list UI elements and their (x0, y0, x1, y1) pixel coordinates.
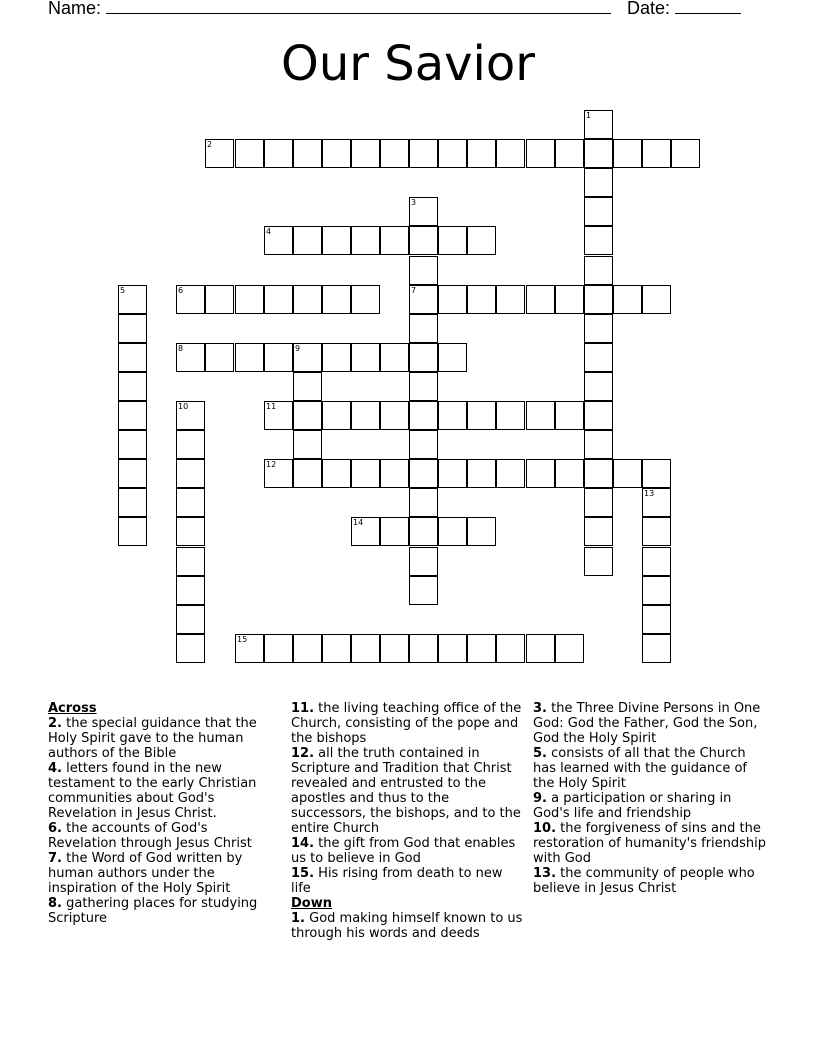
clue-text: the accounts of God's Revelation through Jesus Christ (48, 821, 252, 851)
clue-number-label: 10. (533, 821, 557, 836)
grid-cell[interactable] (409, 634, 438, 663)
grid-cell[interactable] (293, 430, 322, 459)
clue-number-label: 9. (533, 791, 547, 806)
grid-cell[interactable] (235, 285, 264, 314)
grid-cell[interactable] (235, 139, 264, 168)
grid-cell[interactable] (351, 139, 380, 168)
grid-cell[interactable] (264, 459, 293, 488)
grid-cell[interactable] (584, 110, 613, 139)
grid-cell[interactable] (264, 401, 293, 430)
grid-cell[interactable] (322, 459, 351, 488)
clue-number-label: 6. (48, 821, 62, 836)
grid-cell[interactable] (176, 459, 205, 488)
clue-text: the forgiveness of sins and the restoration of humanity's friendship with God (533, 821, 767, 866)
clue-number: 11 (266, 402, 277, 411)
grid-cell[interactable] (293, 285, 322, 314)
grid-cell[interactable] (438, 459, 467, 488)
grid-cell[interactable] (642, 576, 671, 605)
clue-text: the community of people who believe in Jesus Christ (533, 866, 755, 896)
grid-cell[interactable] (467, 459, 496, 488)
clue-item (291, 911, 524, 941)
grid-cell[interactable] (322, 634, 351, 663)
grid-cell[interactable] (351, 285, 380, 314)
clue-item (533, 791, 771, 821)
grid-cell[interactable] (467, 285, 496, 314)
grid-cell[interactable] (555, 401, 584, 430)
date-label: Date: (627, 0, 671, 18)
grid-cell[interactable] (526, 459, 555, 488)
grid-cell[interactable] (409, 139, 438, 168)
grid-cell[interactable] (409, 488, 438, 517)
clue-number-label: 14. (291, 836, 315, 851)
clue-text: a participation or sharing in God's life and friendship (533, 791, 732, 821)
grid-cell[interactable] (351, 459, 380, 488)
grid-cell[interactable] (176, 285, 205, 314)
clue-item (291, 836, 524, 866)
grid-cell[interactable] (176, 576, 205, 605)
clue-number-label: 12. (291, 746, 315, 761)
grid-cell[interactable] (293, 459, 322, 488)
grid-cell[interactable] (584, 343, 613, 372)
grid-cell[interactable] (322, 343, 351, 372)
grid-cell[interactable] (496, 401, 525, 430)
grid-cell[interactable] (642, 488, 671, 517)
grid-cell[interactable] (380, 634, 409, 663)
clue-number-label: 8. (48, 896, 62, 911)
grid-cell[interactable] (293, 226, 322, 255)
grid-cell[interactable] (584, 168, 613, 197)
clue-number: 12 (266, 460, 277, 469)
grid-cell[interactable] (642, 285, 671, 314)
grid-cell[interactable] (118, 401, 147, 430)
grid-cell[interactable] (526, 401, 555, 430)
grid-cell[interactable] (322, 226, 351, 255)
grid-cell[interactable] (176, 401, 205, 430)
grid-cell[interactable] (380, 139, 409, 168)
grid-cell[interactable] (438, 634, 467, 663)
grid-cell[interactable] (642, 459, 671, 488)
grid-cell[interactable] (409, 285, 438, 314)
clue-text: letters found in the new testament to the early Christian communities about God's Revelation in Jesus Christ. (48, 761, 257, 821)
grid-cell[interactable] (176, 517, 205, 546)
grid-cell[interactable] (584, 547, 613, 576)
grid-cell[interactable] (118, 314, 147, 343)
grid-cell[interactable] (467, 139, 496, 168)
clue-number: 9 (295, 344, 301, 353)
grid-cell[interactable] (409, 343, 438, 372)
grid-cell[interactable] (496, 139, 525, 168)
grid-cell[interactable] (409, 430, 438, 459)
across-heading: Across (48, 701, 97, 716)
clue-number: 10 (178, 402, 189, 411)
clue-item (48, 761, 273, 821)
grid-cell[interactable] (409, 197, 438, 226)
grid-cell[interactable] (264, 139, 293, 168)
clue-item (291, 746, 524, 836)
grid-cell[interactable] (118, 285, 147, 314)
grid-cell[interactable] (584, 139, 613, 168)
grid-cell[interactable] (176, 634, 205, 663)
grid-cell[interactable] (264, 343, 293, 372)
clue-text: the gift from God that enables us to believe in God (291, 836, 516, 866)
clue-text: His rising from death to new life (291, 866, 503, 896)
grid-cell[interactable] (555, 634, 584, 663)
grid-cell[interactable] (496, 459, 525, 488)
puzzle-title: Our Savior (281, 36, 535, 92)
clue-item (533, 821, 771, 866)
clue-number-label: 5. (533, 746, 547, 761)
grid-cell[interactable] (438, 285, 467, 314)
clue-number: 5 (120, 286, 126, 295)
clue-text: the Word of God written by human authors under the inspiration of the Holy Spirit (48, 851, 243, 896)
grid-cell[interactable] (322, 401, 351, 430)
clue-text: consists of all that the Church has learned with the guidance of the Holy Spirit (533, 746, 747, 791)
clue-text: the living teaching office of the Church, consisting of the pope and the bishops (291, 701, 522, 746)
grid-cell[interactable] (293, 401, 322, 430)
grid-cell[interactable] (526, 634, 555, 663)
grid-cell[interactable] (584, 372, 613, 401)
grid-cell[interactable] (438, 517, 467, 546)
grid-cell[interactable] (671, 139, 700, 168)
clue-number-label: 11. (291, 701, 315, 716)
grid-cell[interactable] (526, 139, 555, 168)
clue-item (48, 821, 273, 851)
grid-cell[interactable] (409, 547, 438, 576)
grid-cell[interactable] (642, 517, 671, 546)
grid-cell[interactable] (380, 343, 409, 372)
grid-cell[interactable] (118, 430, 147, 459)
grid-cell[interactable] (235, 343, 264, 372)
grid-cell[interactable] (264, 634, 293, 663)
clue-number-label: 15. (291, 866, 315, 881)
grid-cell[interactable] (584, 314, 613, 343)
grid-cell[interactable] (409, 314, 438, 343)
grid-cell[interactable] (293, 372, 322, 401)
grid-cell[interactable] (322, 139, 351, 168)
grid-cell[interactable] (176, 430, 205, 459)
grid-cell[interactable] (293, 139, 322, 168)
clue-number: 3 (411, 198, 417, 207)
grid-cell[interactable] (584, 488, 613, 517)
grid-cell[interactable] (205, 343, 234, 372)
clue-item (48, 896, 273, 926)
grid-cell[interactable] (380, 459, 409, 488)
grid-cell[interactable] (496, 285, 525, 314)
clues-column-1 (48, 701, 273, 926)
clue-text: the Three Divine Persons in One God: God the Father, God the Son, God the Holy Spirit (533, 701, 761, 746)
grid-cell[interactable] (642, 547, 671, 576)
clues-column-2 (291, 701, 524, 941)
clue-number: 14 (353, 518, 364, 527)
grid-cell[interactable] (555, 285, 584, 314)
clue-number-label: 2. (48, 716, 62, 731)
grid-cell[interactable] (176, 488, 205, 517)
grid-cell[interactable] (467, 401, 496, 430)
grid-cell[interactable] (409, 372, 438, 401)
grid-cell[interactable] (613, 285, 642, 314)
grid-cell[interactable] (351, 343, 380, 372)
grid-cell[interactable] (584, 401, 613, 430)
clue-item (291, 866, 524, 896)
clue-number-label: 1. (291, 911, 305, 926)
clue-text: God making himself known to us through his words and deeds (291, 911, 523, 941)
clue-number: 6 (178, 286, 184, 295)
clue-item (533, 701, 771, 746)
clue-number-label: 4. (48, 761, 62, 776)
grid-cell[interactable] (264, 285, 293, 314)
grid-cell[interactable] (118, 517, 147, 546)
grid-cell[interactable] (642, 605, 671, 634)
clue-text: gathering places for studying Scripture (48, 896, 258, 926)
grid-cell[interactable] (467, 634, 496, 663)
grid-cell[interactable] (409, 256, 438, 285)
clue-number: 4 (266, 227, 272, 236)
grid-cell[interactable] (584, 459, 613, 488)
grid-cell[interactable] (584, 197, 613, 226)
grid-cell[interactable] (438, 226, 467, 255)
clue-item (48, 716, 273, 761)
clue-item (48, 851, 273, 896)
grid-cell[interactable] (176, 547, 205, 576)
clue-number: 1 (586, 111, 592, 120)
clue-number-label: 3. (533, 701, 547, 716)
grid-cell[interactable] (293, 343, 322, 372)
grid-cell[interactable] (409, 401, 438, 430)
grid-cell[interactable] (205, 285, 234, 314)
grid-cell[interactable] (584, 430, 613, 459)
grid-cell[interactable] (555, 139, 584, 168)
clue-item (533, 866, 771, 896)
grid-cell[interactable] (438, 139, 467, 168)
grid-cell[interactable] (496, 634, 525, 663)
grid-cell[interactable] (176, 605, 205, 634)
grid-cell[interactable] (613, 139, 642, 168)
grid-cell[interactable] (118, 372, 147, 401)
grid-cell[interactable] (584, 285, 613, 314)
grid-cell[interactable] (526, 285, 555, 314)
grid-cell[interactable] (351, 401, 380, 430)
grid-cell[interactable] (409, 459, 438, 488)
clue-text: all the truth contained in Scripture and Tradition that Christ revealed and entrusted to the apostles and thus to the successors, the bishops, and to the entire Church (291, 746, 521, 836)
grid-cell[interactable] (293, 634, 322, 663)
grid-cell[interactable] (351, 517, 380, 546)
grid-cell[interactable] (118, 343, 147, 372)
clues-column-3 (533, 701, 771, 896)
grid-cell[interactable] (380, 226, 409, 255)
clue-number-label: 7. (48, 851, 62, 866)
grid-cell[interactable] (322, 285, 351, 314)
grid-cell[interactable] (467, 517, 496, 546)
clue-number: 8 (178, 344, 184, 353)
grid-cell[interactable] (642, 634, 671, 663)
grid-cell[interactable] (176, 343, 205, 372)
grid-cell[interactable] (351, 634, 380, 663)
grid-cell[interactable] (642, 139, 671, 168)
grid-cell[interactable] (118, 488, 147, 517)
clue-number: 2 (207, 140, 213, 149)
grid-cell[interactable] (438, 401, 467, 430)
clue-number: 7 (411, 286, 417, 295)
clue-item (291, 701, 524, 746)
grid-cell[interactable] (235, 634, 264, 663)
down-heading: Down (291, 896, 332, 911)
grid-cell[interactable] (613, 459, 642, 488)
clue-text: the special guidance that the Holy Spirit gave to the human authors of the Bible (48, 716, 257, 761)
clue-number-label: 13. (533, 866, 557, 881)
grid-cell[interactable] (380, 517, 409, 546)
clue-item (533, 746, 771, 791)
grid-cell[interactable] (264, 226, 293, 255)
clue-number: 13 (644, 489, 655, 498)
grid-cell[interactable] (584, 517, 613, 546)
grid-cell[interactable] (555, 459, 584, 488)
grid-cell[interactable] (584, 226, 613, 255)
grid-cell[interactable] (118, 459, 147, 488)
grid-cell[interactable] (351, 226, 380, 255)
grid-cell[interactable] (584, 256, 613, 285)
name-label: Name: (48, 0, 102, 18)
grid-cell[interactable] (438, 343, 467, 372)
grid-cell[interactable] (409, 517, 438, 546)
grid-cell[interactable] (205, 139, 234, 168)
grid-cell[interactable] (467, 226, 496, 255)
grid-cell[interactable] (380, 401, 409, 430)
grid-cell[interactable] (409, 226, 438, 255)
clue-number: 15 (237, 635, 248, 644)
grid-cell[interactable] (409, 576, 438, 605)
